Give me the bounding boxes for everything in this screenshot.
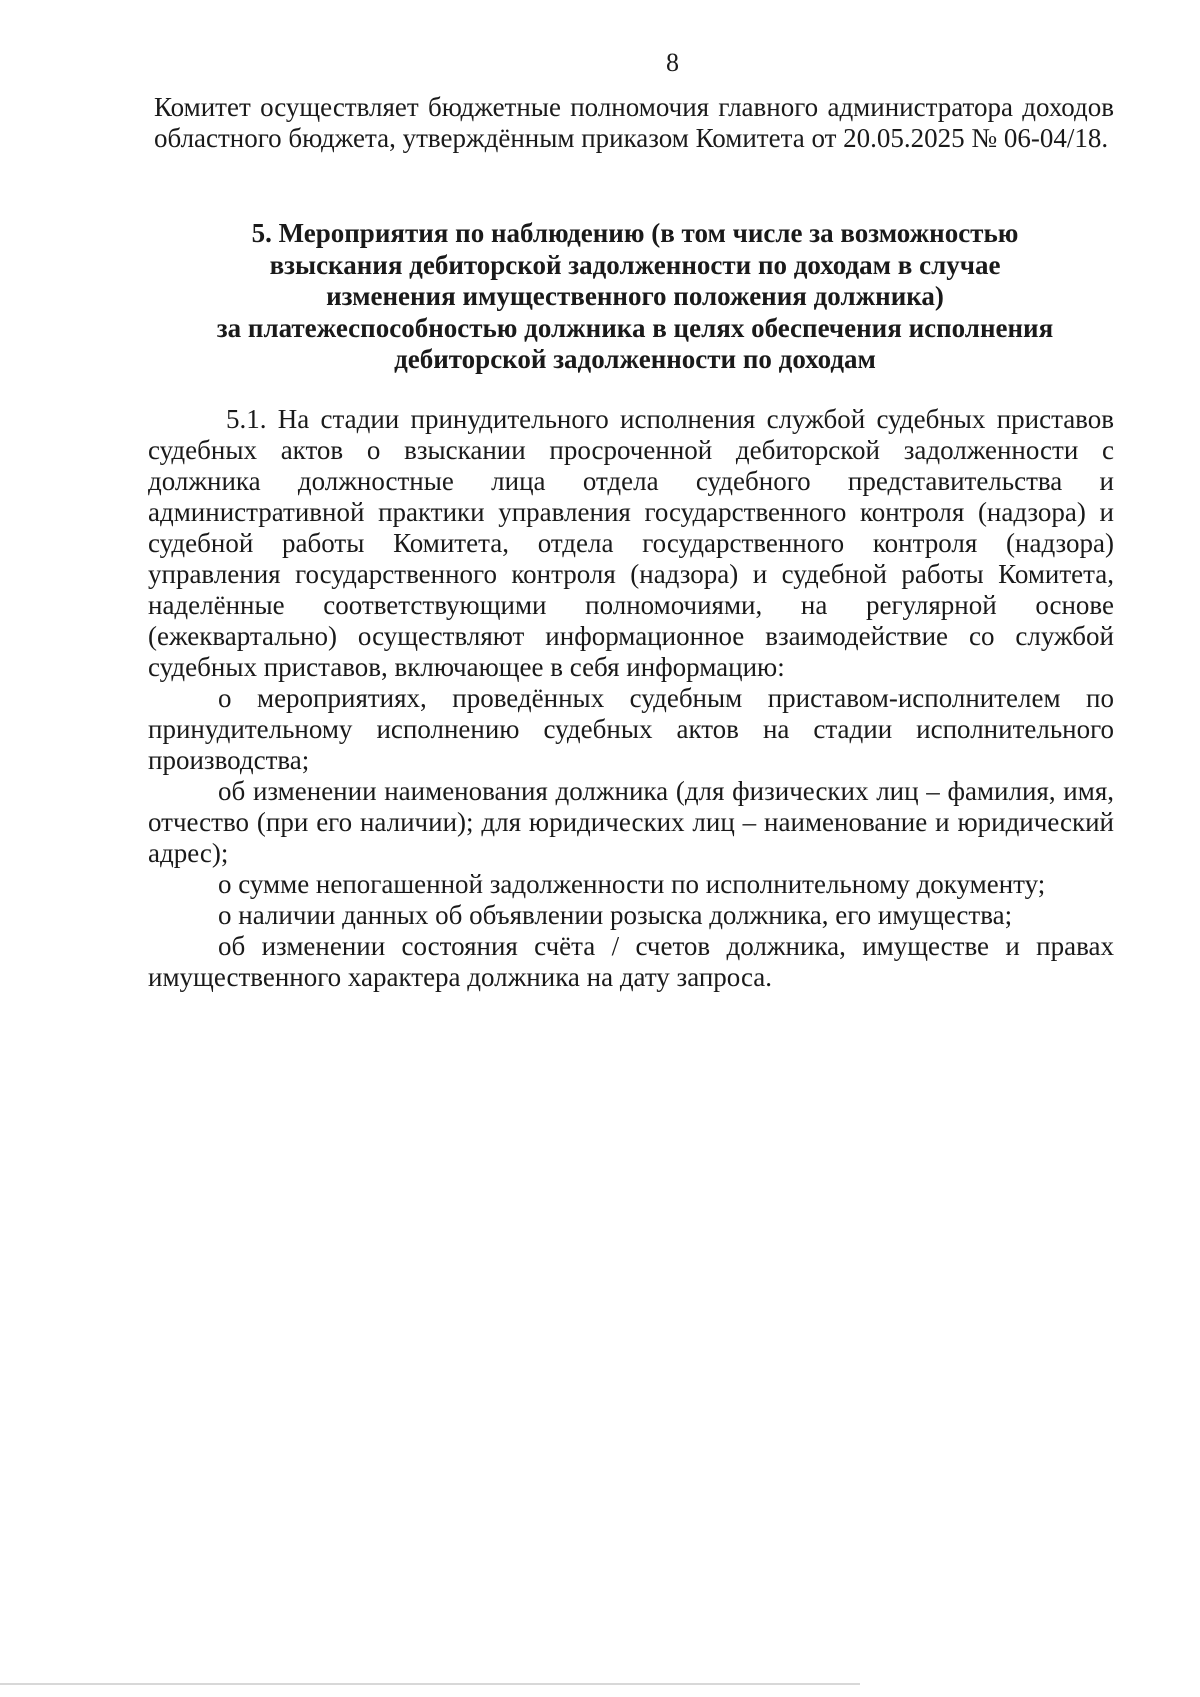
info-item-paragraph: о сумме непогашенной задолженности по исполнительному документу; — [218, 869, 1046, 899]
section-heading-line: дебиторской задолженности по доходам — [394, 344, 876, 374]
info-item-paragraph: об изменении наименования должника (для физических лиц – фамилия, имя, отчество (при его наличии); для юридических лиц – наименование и юридический адрес); — [148, 776, 1114, 868]
section-body — [148, 404, 1114, 993]
section-heading — [150, 218, 1120, 376]
info-item-paragraph: о мероприятиях, проведённых судебным приставом-исполнителем по принудительному исполнению судебных актов на стадии исполнительного производства; — [148, 683, 1114, 775]
section-heading-line: 5. Мероприятия по наблюдению (в том числе за возможностью — [251, 218, 1019, 248]
section-heading-line: взыскания дебиторской задолженности по доходам в случае — [269, 249, 1001, 280]
clause-5-1-paragraph: 5.1. На стадии принудительного исполнения службой судебных приставов судебных актов о взыскании просроченной дебиторской задолженности с должника должностные лица отдела судебного представительства и административной практики управления государственного контроля (надзора) и судебной работы Комитета, отдела государственного контроля (надзора) управления государственного контроля (надзора) и судебной работы Комитета, наделённые соответствующими полномочиями, на регулярной основе (ежеквартально) осуществляют информационное взаимодействие со службой судебных приставов, включающее в себя информацию: — [148, 404, 1114, 682]
info-item-paragraph: о наличии данных об объявлении розыска должника, его имущества; — [218, 900, 1013, 930]
page-number: 8 — [666, 48, 679, 77]
scan-edge-line — [0, 1683, 860, 1685]
section-heading-line: за платежеспособностью должника в целях обеспечения исполнения — [216, 312, 1054, 343]
info-item-paragraph: об изменении состояния счёта / счетов должника, имуществе и правах имущественного характера должника на дату запроса. — [148, 931, 1114, 992]
section-heading-line: изменения имущественного положения должника) — [326, 281, 944, 311]
intro-paragraph: Комитет осуществляет бюджетные полномочия главного администратора доходов областного бюджета, утверждённым приказом Комитета от 20.05.2025 № 06-04/18. — [154, 92, 1114, 153]
